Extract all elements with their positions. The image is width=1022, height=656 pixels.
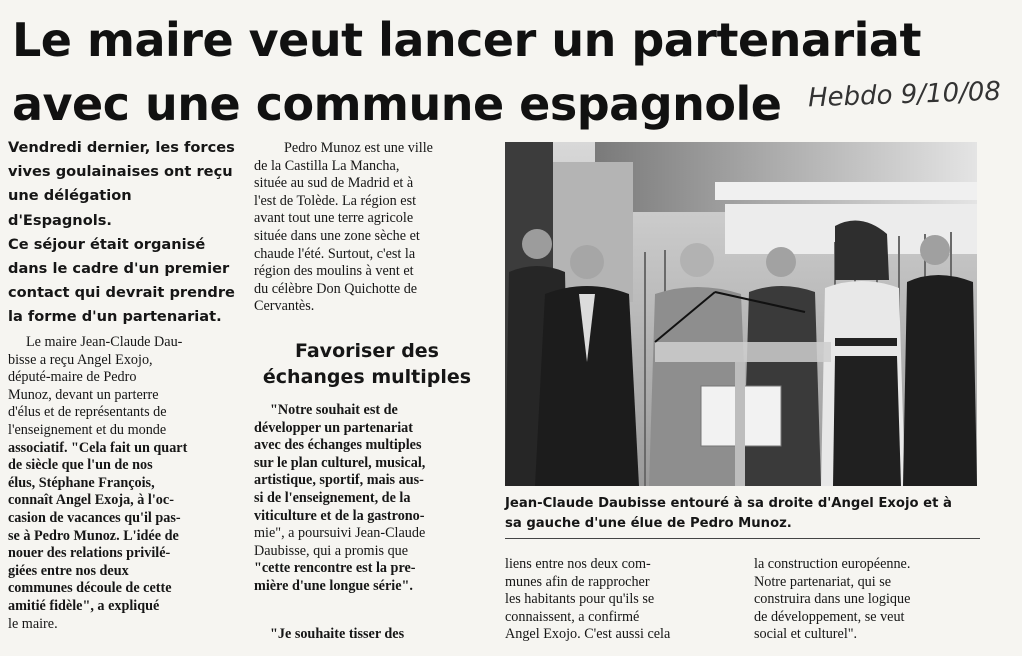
- body-line: développer un partenariat: [254, 419, 413, 436]
- body-column-2-quote: [254, 402, 480, 596]
- body-line: Pedro Munoz est une ville: [284, 140, 433, 156]
- headline-line-2: avec une commune espagnole: [12, 77, 782, 131]
- body-line: de développement, se veut: [754, 608, 905, 625]
- body-column-4: [754, 556, 980, 644]
- body-line: communes découle de cette: [8, 580, 172, 597]
- subheading-line: Favoriser des: [295, 340, 439, 362]
- body-line: de siècle que l'un de nos: [8, 457, 153, 474]
- lead-line: une délégation d'Espagnols.: [8, 187, 132, 229]
- body-line: avant tout une terre agricole: [254, 210, 414, 227]
- body-column-3: [505, 556, 727, 644]
- body-line: viticulture et de la gastrono-: [254, 507, 425, 524]
- body-line: munes afin de rapprocher: [505, 573, 650, 590]
- body-line: sur le plan culturel, musical,: [254, 454, 426, 471]
- body-line: casion de vacances qu'il pas-: [8, 509, 181, 526]
- caption-divider: [505, 538, 980, 539]
- body-line: située au sud de Madrid et à: [254, 175, 414, 192]
- body-line: élus, Stéphane François,: [8, 474, 155, 491]
- body-line: "Notre souhait est de: [270, 402, 398, 418]
- body-line: associatif. "Cela fait un quart: [8, 439, 188, 456]
- body-line: les habitants pour qu'ils se: [505, 591, 655, 608]
- body-line: giées entre nos deux: [8, 562, 129, 579]
- body-line: se à Pedro Munoz. L'idée de: [8, 527, 179, 544]
- lead-line: Vendredi dernier, les forces: [8, 139, 235, 156]
- lead-paragraph: [8, 136, 236, 330]
- body-line: Angel Exojo. C'est aussi cela: [505, 626, 671, 643]
- body-line: avec des échanges multiples: [254, 437, 422, 454]
- body-line: "cette rencontre est la pre-: [254, 560, 416, 577]
- body-line: artistique, sportif, mais aus-: [254, 472, 424, 489]
- body-line: "Je souhaite tisser des: [270, 626, 405, 642]
- headline-line-1: Le maire veut lancer un partenariat: [12, 13, 921, 67]
- body-line: amitié fidèle", a expliqué: [8, 597, 160, 614]
- body-line: l'enseignement et du monde: [8, 421, 167, 438]
- body-line: le maire.: [8, 615, 58, 632]
- body-column-1: [8, 334, 232, 633]
- body-line: Notre partenariat, qui se: [754, 573, 892, 590]
- body-line: connaissent, a confirmé: [505, 608, 640, 625]
- body-line: Cervantès.: [254, 298, 315, 315]
- lead-line: la forme d'un partenariat.: [8, 308, 222, 326]
- body-line: bisse a reçu Angel Exojo,: [8, 351, 153, 368]
- body-line: d'élus et de représentants de: [8, 404, 167, 421]
- photo-caption: [505, 494, 980, 534]
- handwritten-date-note: Hebdo 9/10/08: [807, 76, 1002, 114]
- body-line: Munoz, devant un parterre: [8, 386, 159, 403]
- body-line: région des moulins à vent et: [254, 263, 414, 280]
- press-photo: [505, 142, 977, 486]
- body-line: chaude l'été. Surtout, c'est la: [254, 245, 416, 262]
- body-column-2-intro: [254, 140, 480, 316]
- lead-line: dans le cadre d'un premier: [8, 260, 230, 278]
- body-column-2-tail: [254, 626, 480, 644]
- body-line: la construction européenne.: [754, 556, 911, 572]
- subheading: [254, 338, 480, 390]
- body-line: mière d'une longue série".: [254, 577, 413, 594]
- body-line: liens entre nos deux com-: [505, 556, 651, 572]
- lead-line: vives goulainaises ont reçu: [8, 163, 233, 181]
- body-line: connaît Angel Exoja, à l'oc-: [8, 492, 174, 509]
- body-line: social et culturel".: [754, 626, 858, 643]
- caption-line: Jean-Claude Daubisse entouré à sa droite d'Angel Exojo et à: [505, 496, 952, 511]
- lead-line: contact qui devrait prendre: [8, 284, 235, 302]
- subheading-line: échanges multiples: [262, 366, 472, 388]
- caption-line: sa gauche d'une élue de Pedro Munoz.: [505, 516, 792, 531]
- lead-line: Ce séjour était organisé: [8, 235, 206, 253]
- body-line: mie", a poursuivi Jean-Claude: [254, 525, 426, 542]
- body-line: si de l'enseignement, de la: [254, 489, 411, 506]
- body-line: située dans une zone sèche et: [254, 227, 420, 244]
- body-line: du célèbre Don Quichotte de: [254, 280, 418, 297]
- body-line: construira dans une logique: [754, 591, 911, 608]
- body-line: Le maire Jean-Claude Dau-: [26, 334, 183, 350]
- body-line: député-maire de Pedro: [8, 369, 137, 386]
- body-line: Daubisse, qui a promis que: [254, 542, 409, 559]
- body-line: nouer des relations privilé-: [8, 545, 171, 562]
- body-line: l'est de Tolède. La région est: [254, 192, 417, 209]
- body-line: de la Castilla La Mancha,: [254, 157, 400, 174]
